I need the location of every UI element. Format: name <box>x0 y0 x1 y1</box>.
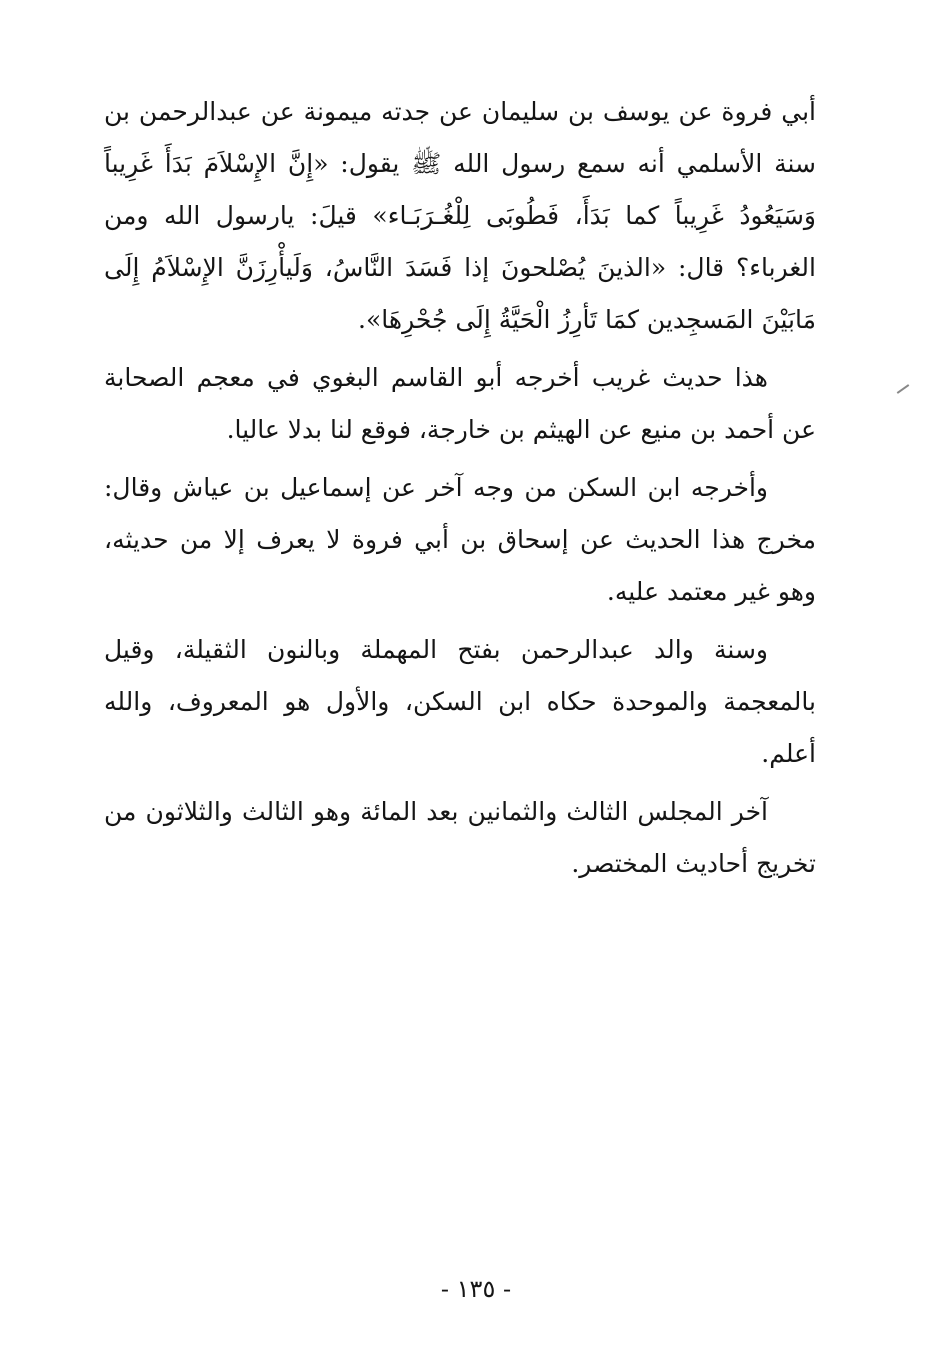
margin-mark <box>897 384 910 394</box>
paragraph-hadith-grading: هذا حديث غريب أخرجه أبو القاسم البغوي في معجم الصحابة عن أحمد بن منيع عن الهيثم بن خارجة، فوقع لنا بدلا عاليا. <box>104 363 816 444</box>
paragraph-hadith-text: أبي فروة عن يوسف بن سليمان عن جدته ميمونة عن عبدالرحمن بن سنة الأسلمي أنه سمع رسول الله ﷺ يقول: «إِنَّ الإِسْلاَمَ بَدَأَ غَرِيباً وَسَيَعُودُ غَرِيباً كما بَدَأَ، فَطُوبَى لِلْغُـرَبَـاء» قيلَ: يارسول الله ومن الغرباء؟ قال: «الذينَ يُصْلحونَ إذا فَسَدَ النَّاسُ، وَلَيأْرِزَنَّ الإِسْلاَمُ إِلَى مَابَيْنَ المَسجِدين كمَا تَأرِزُ الْحَيَّةُ إِلَى جُحْرِهَا». <box>104 97 816 334</box>
paragraph-name-note: وسنة والد عبدالرحمن بفتح المهملة وبالنون الثقيلة، وقيل بالمعجمة والموحدة حكاه ابن السكن، والأول هو المعروف، والله أعلم. <box>104 635 816 768</box>
paragraph-session-end: آخر المجلس الثالث والثمانين بعد المائة وهو الثالث والثلاثون من تخريج أحاديث المختصر. <box>104 797 816 878</box>
paragraph-ibn-al-sakan: وأخرجه ابن السكن من وجه آخر عن إسماعيل بن عياش وقال: مخرج هذا الحديث عن إسحاق بن أبي فروة لا يعرف إلا من حديثه، وهو غير معتمد عليه. <box>104 473 816 606</box>
body-text <box>104 86 816 890</box>
page-number: - ١٣٥ - <box>440 1275 512 1303</box>
